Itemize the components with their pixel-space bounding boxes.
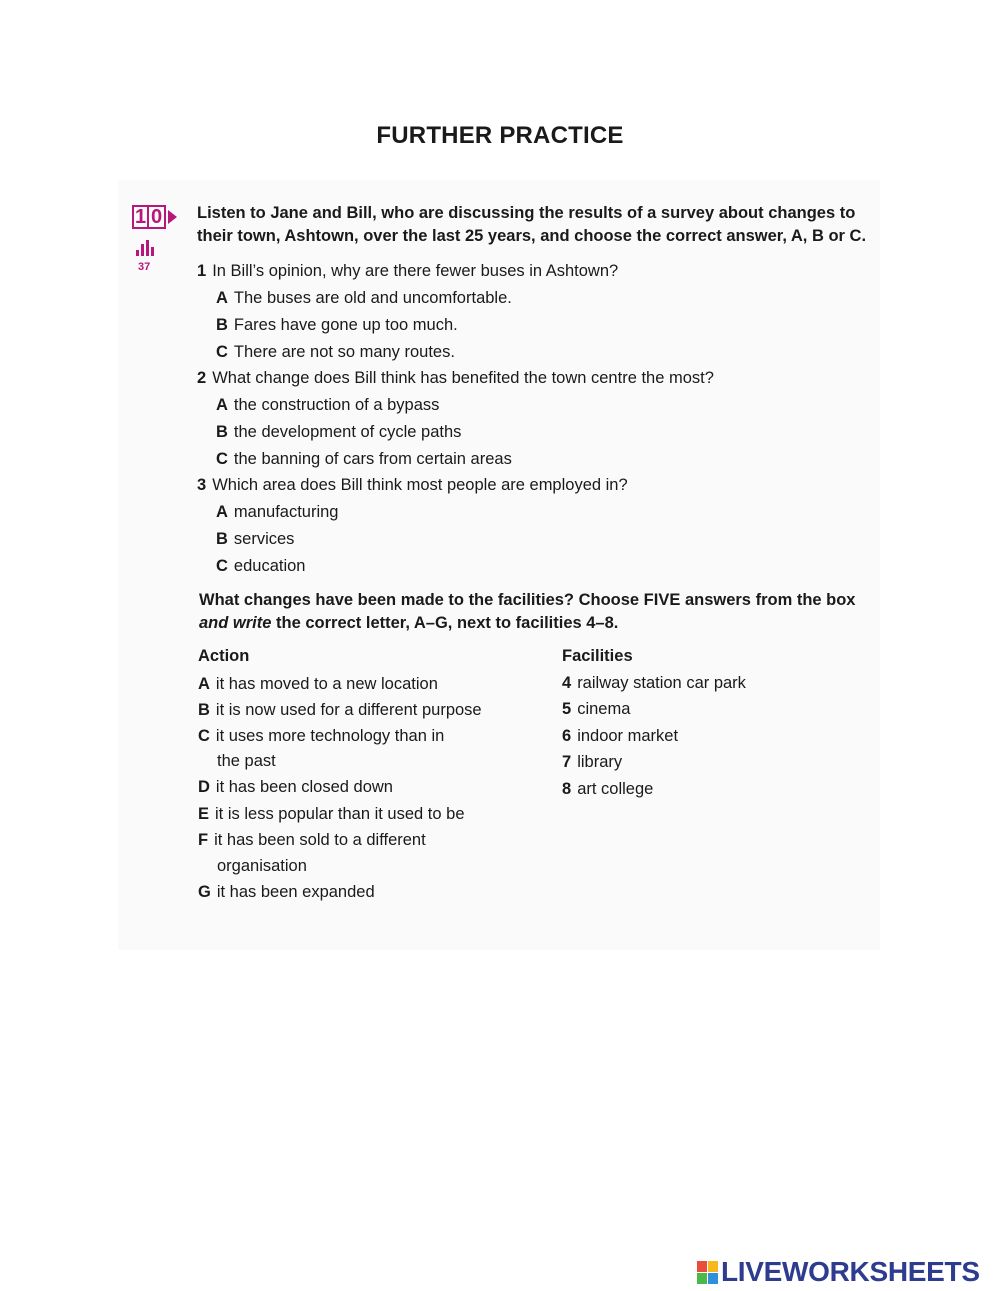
action-letter: C [198,727,210,745]
option-text: manufacturing [233,503,339,521]
question-number: 1 [197,262,207,280]
option-2b[interactable] [216,422,461,442]
instruction-line [199,612,856,635]
option-1c[interactable] [216,342,455,362]
option-1b[interactable] [216,315,458,335]
action-text: it has been closed down [215,778,393,796]
instruction-2 [199,589,856,635]
instruction-line: Listen to Jane and Bill, who are discussing the results of a survey about changes to [197,204,856,222]
action-item-a [198,674,438,694]
option-2a[interactable] [216,395,439,415]
action-heading: Action [198,647,250,665]
badge-digit: 1 [132,205,149,229]
action-text: it has been sold to a different [214,831,426,849]
track-number: 37 [138,261,151,273]
question-3 [197,475,628,495]
logo-tile [708,1261,718,1272]
facility-item-4[interactable] [562,673,746,693]
action-text: it is now used for a different purpose [215,701,482,719]
badge-digit: 0 [149,205,166,229]
option-letter: B [216,423,228,441]
question-text: What change does Bill think has benefited the town centre the most? [212,369,714,387]
facility-number: 7 [562,753,572,771]
option-3a[interactable] [216,502,338,522]
question-text: In Bill’s opinion, why are there fewer buses in Ashtown? [212,262,619,280]
facility-text: library [577,753,623,771]
logo-text: LIVEWORKSHEETS [721,1256,980,1287]
question-text: Which area does Bill think most people are employed in? [212,476,628,494]
facility-number: 6 [562,727,572,745]
action-letter: G [198,883,211,901]
facility-item-6[interactable] [562,726,678,746]
option-text: the development of cycle paths [233,423,462,441]
action-item-c-cont: the past [217,752,276,770]
action-text: it has moved to a new location [215,675,438,693]
action-item-d [198,777,393,797]
action-letter: F [198,831,209,849]
action-item-e [198,804,465,824]
facility-text: railway station car park [577,674,746,692]
option-letter: C [216,343,228,361]
facility-number: 5 [562,700,572,718]
instruction-text: the correct letter, A–G, next to facilities 4–8. [271,614,619,632]
action-item-c [198,726,444,746]
option-text: education [233,557,306,575]
action-letter: E [198,805,210,823]
option-text: Fares have gone up too much. [233,316,458,334]
action-item-f [198,830,426,850]
option-letter: B [216,530,228,548]
option-letter: A [216,396,228,414]
audio-track-icon [136,240,158,256]
facility-text: indoor market [577,727,679,745]
facility-text: art college [577,780,654,798]
liveworksheets-logo[interactable] [697,1256,980,1288]
facility-number: 8 [562,780,572,798]
option-3b[interactable] [216,529,294,549]
instruction-italic: and write [199,614,272,632]
option-text: the banning of cars from certain areas [233,450,512,468]
action-letter: A [198,675,210,693]
action-item-g [198,882,375,902]
option-2c[interactable] [216,449,512,469]
option-letter: A [216,289,228,307]
action-letter: D [198,778,210,796]
option-text: There are not so many routes. [233,343,455,361]
page-title: FURTHER PRACTICE [376,122,624,149]
option-1a[interactable] [216,288,512,308]
facility-text: cinema [577,700,631,718]
action-text: it has been expanded [216,883,375,901]
instruction-line: their town, Ashtown, over the last 25 years, and choose the correct answer, A, B or C. [197,227,867,245]
option-text: the construction of a bypass [233,396,440,414]
instruction-1 [197,202,866,248]
logo-tile [708,1273,718,1284]
facility-item-8[interactable] [562,779,653,799]
question-1 [197,261,618,281]
play-icon[interactable] [168,210,177,224]
facility-item-7[interactable] [562,752,622,772]
option-letter: C [216,557,228,575]
logo-tile [697,1261,707,1272]
option-3c[interactable] [216,556,305,576]
option-letter: C [216,450,228,468]
question-2 [197,368,714,388]
logo-mark-icon [697,1261,718,1284]
exercise-number-badge [132,205,177,229]
option-text: The buses are old and uncomfortable. [233,289,512,307]
question-number: 3 [197,476,207,494]
action-text: it is less popular than it used to be [215,805,465,823]
facility-number: 4 [562,674,572,692]
action-item-b [198,700,482,720]
option-text: services [233,530,295,548]
facilities-heading: Facilities [562,647,633,665]
question-number: 2 [197,369,207,387]
option-letter: B [216,316,228,334]
action-item-f-cont: organisation [217,857,307,875]
action-text: it uses more technology than in [215,727,445,745]
option-letter: A [216,503,228,521]
logo-tile [697,1273,707,1284]
instruction-line: What changes have been made to the facilities? Choose FIVE answers from the box [199,591,856,609]
action-letter: B [198,701,210,719]
facility-item-5[interactable] [562,699,630,719]
